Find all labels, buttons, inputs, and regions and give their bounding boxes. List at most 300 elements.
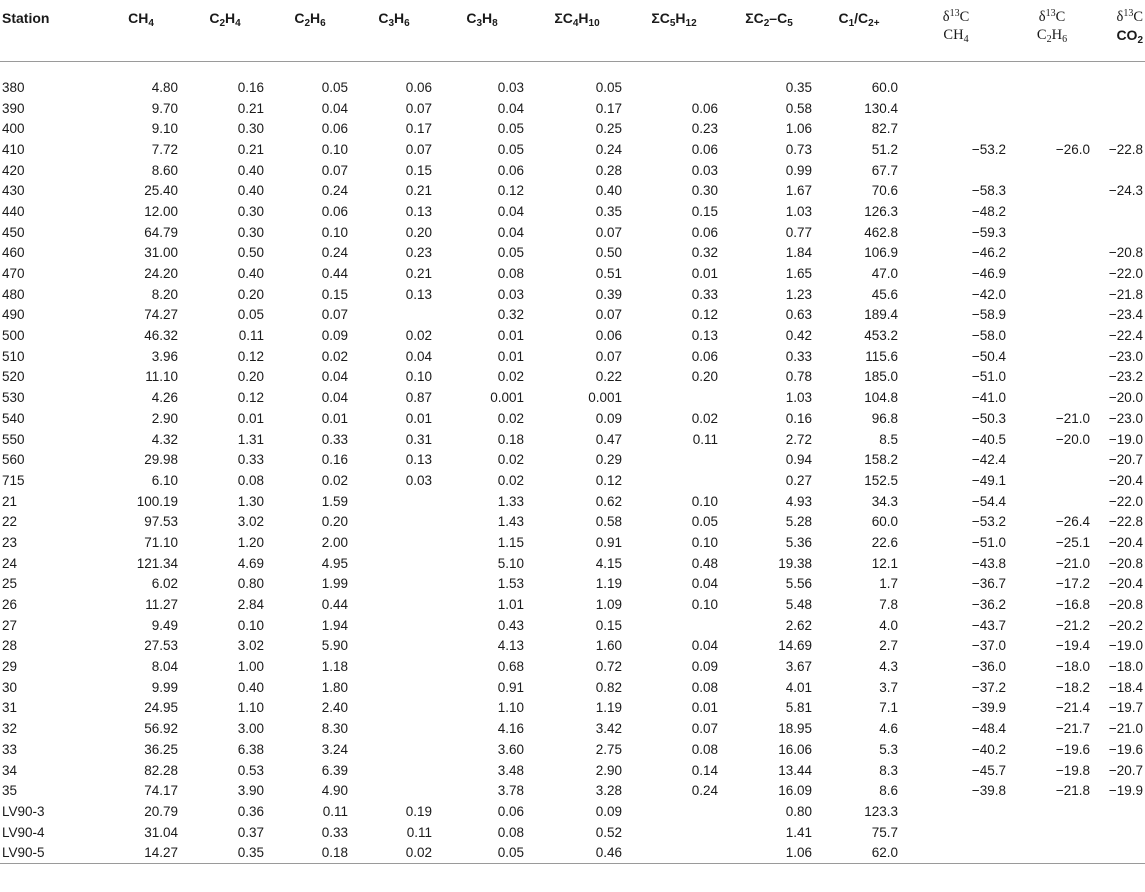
cell-d13c-ch4: −42.0: [971, 286, 1006, 302]
header-c2h4: $C_2H_4$: [209, 10, 241, 29]
cell-c3h6: 0.15: [405, 162, 432, 178]
cell-d13c-co2: [1094, 842, 1145, 863]
cell-c3h8: 0.02: [497, 410, 524, 426]
cell-d13c-ch4: −50.4: [971, 348, 1006, 364]
cell-sum-c2-c5: 18.95: [778, 721, 812, 737]
cell-ch4: 6.10: [151, 472, 178, 488]
cell-c1-c2plus: 7.8: [879, 597, 898, 613]
cell-c2h6: 4.90: [321, 783, 348, 799]
cell-sum-c5h12: 0.09: [691, 659, 718, 675]
cell-c2h4: 3.02: [237, 514, 264, 530]
cell-sum-c5h12: [626, 449, 722, 470]
cell-sum-c5h12: 0.08: [691, 679, 718, 695]
cell-sum-c5h12: [626, 387, 722, 408]
cell-c3h6: 0.01: [405, 410, 432, 426]
cell-c3h8: 0.02: [497, 472, 524, 488]
cell-c2h4: 1.10: [237, 700, 264, 716]
cell-c2h4: 3.90: [237, 783, 264, 799]
cell-c2h6: 0.33: [321, 824, 348, 840]
cell-d13c-c2h6: −19.8: [1055, 762, 1090, 778]
cell-sum-c4h10: 0.12: [595, 472, 622, 488]
cell-c3h6: 0.02: [405, 328, 432, 344]
cell-sum-c4h10: 0.24: [595, 141, 622, 157]
cell-sum-c2-c5: 0.77: [785, 224, 812, 240]
cell-d13c-co2: [1094, 222, 1145, 243]
cell-d13c-co2: −22.4: [1108, 328, 1143, 344]
cell-sum-c5h12: [626, 842, 722, 863]
cell-c3h6: 0.19: [405, 803, 432, 819]
cell-sum-c4h10: 0.22: [595, 369, 622, 385]
cell-d13c-c2h6: −21.4: [1055, 700, 1090, 716]
cell-c3h8: 4.16: [497, 721, 524, 737]
table-row: [0, 553, 1145, 574]
cell-c1-c2plus: 60.0: [871, 79, 898, 95]
cell-sum-c5h12: 0.06: [691, 100, 718, 116]
cell-ch4: 20.79: [144, 803, 178, 819]
cell-sum-c2-c5: 0.42: [785, 328, 812, 344]
cell-sum-c5h12: 0.01: [691, 700, 718, 716]
cell-c1-c2plus: 158.2: [864, 452, 898, 468]
cell-sum-c5h12: 0.33: [691, 286, 718, 302]
cell-ch4: 12.00: [144, 203, 178, 219]
table-row: [0, 118, 1145, 139]
cell-sum-c2-c5: 1.84: [785, 245, 812, 261]
cell-sum-c4h10: 1.19: [595, 576, 622, 592]
cell-c2h4: 0.30: [237, 224, 264, 240]
cell-sum-c2-c5: 16.09: [778, 783, 812, 799]
cell-d13c-co2: −20.4: [1108, 472, 1143, 488]
cell-c1-c2plus: 453.2: [864, 328, 898, 344]
cell-d13c-c2h6: −19.4: [1055, 638, 1090, 654]
cell-d13c-c2h6: −21.0: [1055, 410, 1090, 426]
cell-c3h6: 0.03: [405, 472, 432, 488]
cell-c2h6: 0.44: [321, 597, 348, 613]
cell-d13c-c2h6: [1010, 470, 1094, 491]
cell-c3h6: [352, 553, 436, 574]
cell-ch4: 121.34: [136, 555, 178, 571]
table-row: [0, 822, 1145, 843]
cell-d13c-c2h6: [1010, 284, 1094, 305]
cell-c2h6: 3.24: [321, 741, 348, 757]
cell-sum-c5h12: [626, 77, 722, 98]
cell-c3h8: 1.15: [497, 534, 524, 550]
cell-c3h8: 1.10: [497, 700, 524, 716]
cell-sum-c4h10: 3.42: [595, 721, 622, 737]
cell-d13c-c2h6: [1010, 801, 1094, 822]
cell-ch4: 29.98: [144, 452, 178, 468]
cell-d13c-co2: −20.0: [1108, 390, 1143, 406]
cell-c3h8: 0.03: [497, 79, 524, 95]
cell-station: LV90-3: [2, 803, 45, 819]
cell-d13c-c2h6: −26.4: [1055, 514, 1090, 530]
cell-sum-c4h10: 0.91: [595, 534, 622, 550]
cell-sum-c4h10: 1.19: [595, 700, 622, 716]
table-row: [0, 77, 1145, 98]
cell-c3h8: 0.02: [497, 369, 524, 385]
cell-d13c-ch4: −42.4: [971, 452, 1006, 468]
cell-c2h6: 0.09: [321, 328, 348, 344]
spacer-cell: [528, 62, 626, 78]
cell-c3h8: 0.03: [497, 286, 524, 302]
cell-c1-c2plus: 126.3: [864, 203, 898, 219]
cell-d13c-co2: −19.0: [1108, 431, 1143, 447]
cell-c2h4: 0.10: [237, 617, 264, 633]
cell-c3h6: [352, 511, 436, 532]
cell-c2h4: 0.80: [237, 576, 264, 592]
cell-station: 550: [2, 431, 25, 447]
cell-d13c-c2h6: −16.8: [1055, 597, 1090, 613]
cell-station: LV90-4: [2, 824, 45, 840]
table-row: [0, 594, 1145, 615]
cell-c2h4: 0.40: [237, 183, 264, 199]
table-row: [0, 780, 1145, 801]
cell-c3h8: 0.18: [497, 431, 524, 447]
cell-d13c-ch4: [902, 77, 1010, 98]
cell-d13c-ch4: −54.4: [971, 493, 1006, 509]
header-ch4: $CH_4$: [128, 10, 154, 29]
cell-c1-c2plus: 7.1: [879, 700, 898, 716]
cell-d13c-c2h6: [1010, 387, 1094, 408]
cell-sum-c5h12: 0.13: [691, 328, 718, 344]
cell-sum-c2-c5: 13.44: [778, 762, 812, 778]
cell-c1-c2plus: 130.4: [864, 100, 898, 116]
cell-d13c-c2h6: [1010, 77, 1094, 98]
cell-sum-c5h12: 0.32: [691, 245, 718, 261]
cell-c1-c2plus: 82.7: [871, 121, 898, 137]
cell-d13c-co2: [1094, 201, 1145, 222]
cell-c1-c2plus: 8.6: [879, 783, 898, 799]
cell-d13c-ch4: −49.1: [971, 472, 1006, 488]
cell-d13c-c2h6: −21.8: [1055, 783, 1090, 799]
table-row: [0, 511, 1145, 532]
header-d13c-ch4: $\delta^{13}C$ $CH_4$: [942, 8, 970, 45]
cell-d13c-co2: −19.6: [1108, 741, 1143, 757]
table-row: [0, 491, 1145, 512]
cell-c1-c2plus: 8.3: [879, 762, 898, 778]
cell-d13c-c2h6: [1010, 367, 1094, 388]
header-sum-c4h10: $\Sigma C_4H_{10}$: [554, 10, 600, 29]
table-row: [0, 760, 1145, 781]
cell-c2h4: 6.38: [237, 741, 264, 757]
header-sum-c2-c5: $\Sigma C_2-C_5$: [745, 10, 793, 29]
cell-c2h6: 0.06: [321, 121, 348, 137]
cell-ch4: 3.96: [151, 348, 178, 364]
cell-ch4: 64.79: [144, 224, 178, 240]
cell-sum-c5h12: 0.10: [691, 493, 718, 509]
cell-station: 31: [2, 700, 18, 716]
cell-d13c-ch4: −39.8: [971, 783, 1006, 799]
cell-d13c-ch4: [902, 801, 1010, 822]
cell-d13c-ch4: −51.0: [971, 369, 1006, 385]
cell-c2h6: 1.94: [321, 617, 348, 633]
cell-d13c-c2h6: [1010, 263, 1094, 284]
cell-c2h4: 0.53: [237, 762, 264, 778]
cell-c2h6: 0.24: [321, 245, 348, 261]
cell-c1-c2plus: 1.7: [879, 576, 898, 592]
cell-c1-c2plus: 2.7: [879, 638, 898, 654]
cell-d13c-co2: [1094, 160, 1145, 181]
spacer-cell: [268, 62, 352, 78]
cell-ch4: 9.70: [151, 100, 178, 116]
cell-station: LV90-5: [2, 845, 45, 861]
cell-sum-c5h12: [626, 822, 722, 843]
cell-sum-c5h12: 0.11: [692, 431, 718, 447]
cell-d13c-c2h6: −21.0: [1055, 555, 1090, 571]
cell-sum-c2-c5: 0.80: [785, 803, 812, 819]
cell-sum-c2-c5: 0.58: [785, 100, 812, 116]
cell-sum-c2-c5: 0.35: [785, 79, 812, 95]
spacer-cell: [722, 62, 816, 78]
cell-c3h6: 0.21: [405, 266, 432, 282]
cell-c3h6: 0.17: [405, 121, 432, 137]
cell-sum-c2-c5: 5.28: [785, 514, 812, 530]
cell-d13c-ch4: −48.2: [971, 203, 1006, 219]
spacer-cell: [1094, 62, 1145, 78]
cell-station: 26: [2, 597, 18, 613]
cell-c2h4: 0.30: [237, 203, 264, 219]
cell-station: 560: [2, 452, 25, 468]
cell-d13c-c2h6: −21.7: [1055, 721, 1090, 737]
cell-c2h4: 0.40: [237, 679, 264, 695]
cell-d13c-ch4: [902, 822, 1010, 843]
cell-station: 380: [2, 79, 25, 95]
cell-sum-c4h10: 3.28: [595, 783, 622, 799]
cell-sum-c4h10: 0.06: [595, 328, 622, 344]
table-row: [0, 305, 1145, 326]
cell-station: 460: [2, 245, 25, 261]
header-station-text: Station: [2, 10, 50, 26]
cell-ch4: 36.25: [144, 741, 178, 757]
cell-c2h4: 0.40: [237, 162, 264, 178]
cell-d13c-c2h6: −20.0: [1055, 431, 1090, 447]
cell-sum-c2-c5: 4.93: [785, 493, 812, 509]
cell-c2h4: 0.21: [237, 141, 264, 157]
cell-c2h6: 1.80: [321, 679, 348, 695]
cell-d13c-co2: −23.0: [1108, 410, 1143, 426]
cell-c2h6: 0.20: [321, 514, 348, 530]
cell-c3h8: 0.05: [497, 141, 524, 157]
cell-c3h6: 0.21: [405, 183, 432, 199]
cell-station: 450: [2, 224, 25, 240]
cell-sum-c2-c5: 5.36: [785, 534, 812, 550]
cell-c3h8: 0.08: [497, 824, 524, 840]
header-c1-c2plus: $C_1/C_{2+}$: [838, 10, 880, 29]
cell-d13c-co2: [1094, 118, 1145, 139]
cell-ch4: 71.10: [144, 534, 178, 550]
cell-c3h8: 0.06: [497, 162, 524, 178]
cell-d13c-ch4: −51.0: [971, 534, 1006, 550]
cell-sum-c4h10: 0.50: [595, 245, 622, 261]
table-row: [0, 367, 1145, 388]
cell-sum-c5h12: 0.01: [691, 266, 718, 282]
cell-c3h6: [352, 636, 436, 657]
cell-ch4: 24.20: [144, 266, 178, 282]
cell-c2h4: 0.20: [237, 369, 264, 385]
cell-c1-c2plus: 22.6: [871, 534, 898, 550]
cell-d13c-ch4: −40.5: [971, 431, 1006, 447]
cell-d13c-ch4: [902, 160, 1010, 181]
cell-d13c-c2h6: [1010, 118, 1094, 139]
cell-c2h4: 0.36: [237, 803, 264, 819]
cell-c1-c2plus: 4.3: [879, 659, 898, 675]
cell-d13c-co2: [1094, 801, 1145, 822]
cell-sum-c5h12: [626, 801, 722, 822]
cell-c3h6: [352, 760, 436, 781]
cell-sum-c5h12: 0.48: [691, 555, 718, 571]
cell-c2h6: 0.05: [321, 79, 348, 95]
cell-sum-c5h12: 0.10: [691, 534, 718, 550]
cell-station: 440: [2, 203, 25, 219]
cell-sum-c5h12: 0.02: [691, 410, 718, 426]
table-row: [0, 387, 1145, 408]
cell-ch4: 74.17: [144, 783, 178, 799]
cell-c2h4: 0.12: [237, 348, 264, 364]
cell-c3h8: 0.04: [497, 100, 524, 116]
cell-d13c-ch4: −37.2: [971, 679, 1006, 695]
cell-d13c-c2h6: [1010, 243, 1094, 264]
cell-c3h8: 1.53: [497, 576, 524, 592]
cell-c2h6: 0.06: [321, 203, 348, 219]
table-body: [0, 62, 1145, 864]
table-row: [0, 532, 1145, 553]
cell-c3h8: 0.68: [497, 659, 524, 675]
cell-d13c-c2h6: −25.1: [1055, 534, 1090, 550]
header-row: [0, 0, 1145, 62]
spacer-cell: [100, 62, 182, 78]
cell-d13c-c2h6: −18.0: [1055, 659, 1090, 675]
cell-station: 500: [2, 328, 25, 344]
cell-c2h6: 0.04: [321, 100, 348, 116]
cell-sum-c2-c5: 0.78: [785, 369, 812, 385]
cell-c3h6: 0.07: [405, 100, 432, 116]
cell-station: 25: [2, 576, 18, 592]
cell-c1-c2plus: 12.1: [871, 555, 898, 571]
cell-station: 490: [2, 307, 25, 323]
cell-c2h4: 1.20: [237, 534, 264, 550]
cell-ch4: 46.32: [144, 328, 178, 344]
cell-sum-c2-c5: 4.01: [785, 679, 812, 695]
table-row: [0, 325, 1145, 346]
header-d13c-c2h6: $\delta^{13}C$ $C_2H_6$: [1036, 8, 1068, 45]
cell-sum-c4h10: 0.82: [595, 679, 622, 695]
cell-c2h4: 1.31: [237, 431, 264, 447]
cell-d13c-c2h6: [1010, 222, 1094, 243]
cell-sum-c2-c5: 14.69: [778, 638, 812, 654]
table-row: [0, 408, 1145, 429]
cell-d13c-co2: [1094, 98, 1145, 119]
cell-c2h4: 0.30: [237, 121, 264, 137]
cell-sum-c4h10: 0.05: [595, 79, 622, 95]
cell-d13c-co2: −23.4: [1108, 307, 1143, 323]
cell-c2h6: 0.02: [321, 472, 348, 488]
cell-c2h4: 0.40: [237, 266, 264, 282]
cell-sum-c5h12: 0.24: [691, 783, 718, 799]
cell-sum-c2-c5: 2.62: [785, 617, 812, 633]
cell-ch4: 31.00: [144, 245, 178, 261]
cell-sum-c4h10: 0.58: [595, 514, 622, 530]
cell-c3h6: [352, 305, 436, 326]
cell-c2h4: 0.11: [238, 328, 264, 344]
cell-c1-c2plus: 185.0: [864, 369, 898, 385]
cell-ch4: 31.04: [144, 824, 178, 840]
cell-c3h8: 0.001: [490, 390, 524, 406]
cell-c3h8: 0.05: [497, 121, 524, 137]
cell-c1-c2plus: 104.8: [864, 390, 898, 406]
cell-c2h4: 0.12: [237, 390, 264, 406]
cell-sum-c2-c5: 19.38: [778, 555, 812, 571]
cell-station: 715: [2, 472, 25, 488]
cell-c3h6: 0.02: [405, 845, 432, 861]
cell-d13c-c2h6: [1010, 346, 1094, 367]
cell-d13c-co2: −20.8: [1108, 245, 1143, 261]
cell-c3h6: [352, 698, 436, 719]
cell-c2h4: 4.69: [237, 555, 264, 571]
cell-c3h6: 0.31: [405, 431, 432, 447]
cell-d13c-c2h6: [1010, 449, 1094, 470]
cell-sum-c4h10: 0.51: [595, 266, 622, 282]
cell-sum-c5h12: 0.04: [691, 576, 718, 592]
cell-c1-c2plus: 60.0: [871, 514, 898, 530]
cell-c2h6: 0.10: [321, 224, 348, 240]
cell-c2h4: 0.08: [237, 472, 264, 488]
cell-d13c-ch4: −43.7: [971, 617, 1006, 633]
cell-sum-c4h10: 2.90: [595, 762, 622, 778]
cell-sum-c4h10: 0.09: [595, 803, 622, 819]
cell-sum-c4h10: 0.25: [595, 121, 622, 137]
cell-c2h4: 0.33: [237, 452, 264, 468]
cell-c1-c2plus: 96.8: [871, 410, 898, 426]
cell-d13c-c2h6: −19.6: [1055, 741, 1090, 757]
cell-ch4: 56.92: [144, 721, 178, 737]
cell-c1-c2plus: 462.8: [864, 224, 898, 240]
table-header: [0, 0, 1145, 62]
cell-station: 30: [2, 679, 18, 695]
cell-c2h4: 0.35: [237, 845, 264, 861]
cell-c2h4: 0.37: [237, 824, 264, 840]
cell-sum-c4h10: 0.47: [595, 431, 622, 447]
cell-sum-c2-c5: 1.65: [785, 266, 812, 282]
cell-c2h6: 0.15: [321, 286, 348, 302]
cell-c3h6: 0.10: [405, 369, 432, 385]
cell-c2h4: 1.30: [237, 493, 264, 509]
header-c3h8: $C_3H_8$: [466, 10, 498, 29]
cell-sum-c2-c5: 0.99: [785, 162, 812, 178]
cell-ch4: 6.02: [151, 576, 178, 592]
spacer-row: [0, 62, 1145, 78]
cell-station: 420: [2, 162, 25, 178]
cell-c1-c2plus: 152.5: [864, 472, 898, 488]
cell-sum-c2-c5: 16.06: [778, 741, 812, 757]
cell-ch4: 4.26: [151, 390, 178, 406]
cell-d13c-co2: −21.0: [1108, 721, 1143, 737]
cell-station: 520: [2, 369, 25, 385]
cell-c1-c2plus: 5.3: [879, 741, 898, 757]
cell-c3h6: 0.07: [405, 141, 432, 157]
cell-c2h4: 0.50: [237, 245, 264, 261]
cell-c2h6: 0.24: [321, 183, 348, 199]
cell-sum-c5h12: 0.15: [691, 203, 718, 219]
cell-c3h8: 0.04: [497, 224, 524, 240]
spacer-cell: [436, 62, 528, 78]
spacer-cell: [1010, 62, 1094, 78]
cell-station: 29: [2, 659, 18, 675]
cell-ch4: 100.19: [136, 493, 178, 509]
cell-d13c-ch4: −36.7: [971, 576, 1006, 592]
cell-d13c-ch4: −39.9: [971, 700, 1006, 716]
cell-c2h4: 3.00: [237, 721, 264, 737]
cell-d13c-co2: −20.4: [1108, 576, 1143, 592]
cell-station: 28: [2, 638, 18, 654]
